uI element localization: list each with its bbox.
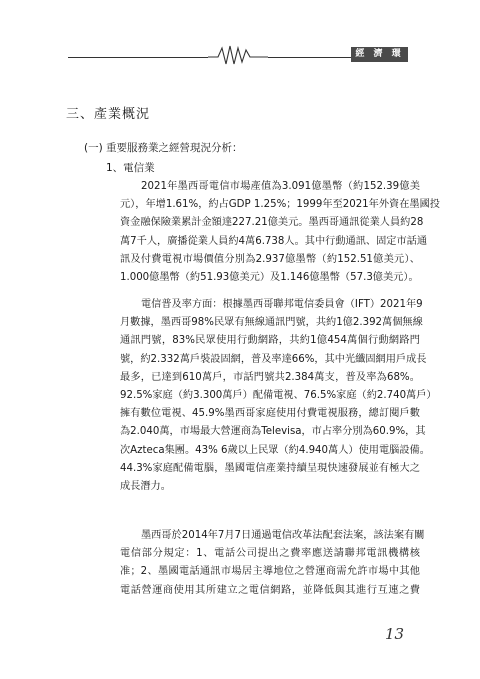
paragraph-line: 萬7千人，廣播從業人員約4萬6.738人。其中行動通訊、固定市話通 (120, 235, 428, 247)
paragraph-market-value (120, 178, 440, 287)
paragraph-line: 元），年增1.61%，約占GDP 1.25%；1999年至2021年外資在墨國投 (120, 199, 440, 211)
paragraph-line: 最多，已達到610萬戶，市話門號共2.384萬支，普及率為68%。 (120, 371, 420, 383)
paragraph-reform (120, 527, 425, 600)
paragraph-line: 1.000億墨幣（約51.93億美元）及1.146億墨幣（57.3億美元）。 (120, 271, 419, 283)
paragraph-line: 電信普及率方面：根據墨西哥聯邦電信委員會（IFT）2021年9 (141, 299, 423, 310)
paragraph-line: 電信部分規定：1、電話公司提出之費率應送請聯邦電訊機構核 (120, 548, 420, 560)
paragraph-line: 成長潛力。 (120, 480, 171, 492)
page-number: 13 (385, 625, 405, 643)
paragraph-line: 月數據，墨西哥98%民眾有無線通訊門號，共約1億2.392萬個無線 (120, 317, 423, 329)
paragraph-penetration (120, 296, 437, 496)
paragraph-line: 電話營運商使用其所建立之電信網路，並降低與其進行互連之費 (120, 584, 420, 596)
paragraph-line: 通訊門號，83%民眾使用行動網路，共約1億454萬個行動網路門 (120, 335, 420, 347)
section-tag: 經 濟 環 境 (351, 47, 408, 62)
paragraph-line: 次Azteca集團。43% 6歲以上民眾（約4.940萬人）使用電腦設備。 (120, 444, 430, 456)
subsection-heading: (一) 重要服務業之經營現況分析： (84, 142, 243, 154)
paragraph-line: 准；2、墨國電話通訊市場居主導地位之營運商需允許市場中其他 (120, 566, 420, 578)
running-header (68, 42, 408, 74)
paragraph-line: 44.3%家庭配備電腦，墨國電信產業持續呈現快速發展並有極大之 (120, 462, 420, 474)
section-heading: 三、產業概況 (66, 107, 151, 122)
paragraph-line: 擁有數位電視、45.9%墨西哥家庭使用付費電視服務，總訂閱戶數 (120, 408, 420, 420)
paragraph-line: 號，約2.332萬戶裝設固網，普及率達66%，其中光纖固網用戶成長 (120, 353, 427, 365)
paragraph-line: 資金融保險業累計金額達227.21億美元。墨西哥通訊從業人員約28 (120, 217, 424, 229)
paragraph-line: 訊及付費電視市場價值分別為2.937億墨幣（約152.51億美元）、 (120, 253, 420, 265)
paragraph-line: 92.5%家庭（約3.300萬戶）配備電視、76.5%家庭（約2.740萬戶） (120, 389, 437, 401)
paragraph-line: 2021年墨西哥電信市場產值為3.091億墨幣（約152.39億美 (141, 181, 420, 192)
paragraph-line: 為2.040萬，市場最大營運商為Televisa，市占率分別為60.9%，其 (120, 426, 426, 438)
item-heading: 1、電信業 (106, 162, 155, 174)
paragraph-line: 墨西哥於2014年7月7日通過電信改革法配套法案，該法案有關 (141, 530, 425, 541)
